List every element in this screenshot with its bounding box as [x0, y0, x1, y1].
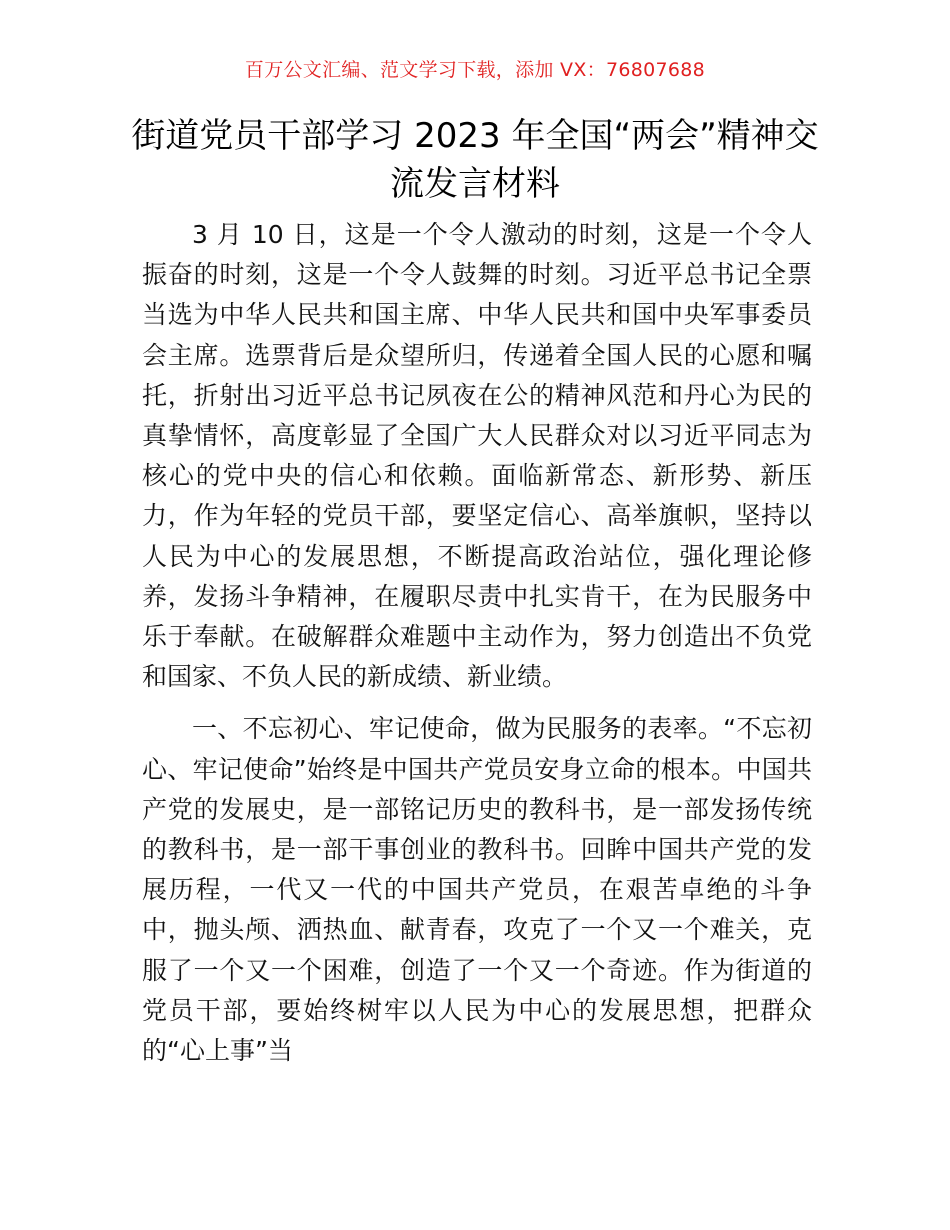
document-title: 街道党员干部学习 2023 年全国“两会”精神交流发言材料 [131, 116, 819, 204]
body-paragraph-intro: 3 月 10 日，这是一个令人激动的时刻，这是一个令人振奋的时刻，这是一个令人鼓舞的时刻。习近平总书记全票当选为中华人民共和国主席、中华人民共和国中央军事委员会主席。选票背后是众望所归，传递着全国人民的心愿和嘱托，折射出习近平总书记夙夜在公的精神风范和丹心为民的真挚情怀，高度彰显了全国广大人民群众对以习近平同志为核心的党中央的信心和依赖。面临新常态、新形势、新压力，作为年轻的党员干部，要坚定信心、高举旗帜，坚持以人民为中心的发展思想，不断提高政治站位，强化理论修养，发扬斗争精神，在履职尽责中扎实肯干，在为民服务中乐于奉献。在破解群众难题中主动作为，努力创造出不负党和国家、不负人民的新成绩、新业绩。 [142, 220, 812, 692]
body-paragraph-section-one: 一、不忘初心、牢记使命，做为民服务的表率。“不忘初心、牢记使命”始终是中国共产党员安身立命的根本。中国共产党的发展史，是一部铭记历史的教科书，是一部发扬传统的教科书，是一部干事创业的教科书。回眸中国共产党的发展历程，一代又一代的中国共产党员，在艰苦卓绝的斗争中，抛头颅、洒热血、献青春，攻克了一个又一个难关，克服了一个又一个困难，创造了一个又一个奇迹。作为街道的党员干部，要始终树牢以人民为中心的发展思想，把群众的“心上事”当 [142, 714, 812, 1066]
header-watermark-note: 百万公文汇编、范文学习下载，添加 VX：76807688 [244, 59, 706, 81]
document-body [142, 215, 812, 1071]
